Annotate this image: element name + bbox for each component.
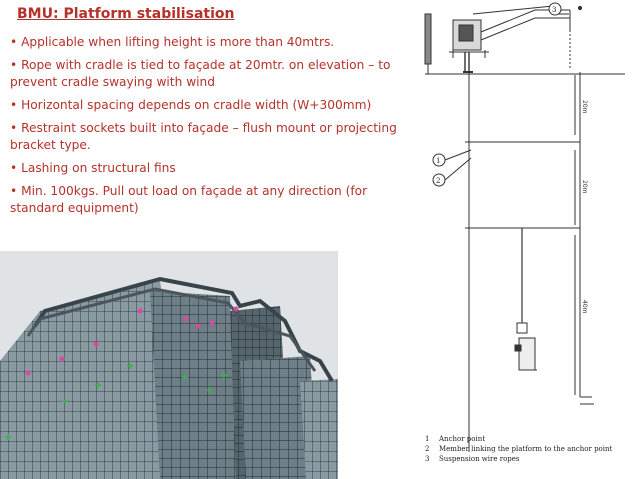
bullet-rope-tie: • Rope with cradle is tied to façade at 20mtr. on elevation – to prevent cradle swaying with wind [10, 58, 391, 89]
bullet-list [10, 34, 420, 223]
bullet-pull-out-load: • Min. 100kgs. Pull out load on façade at any direction (for standard equipment) [10, 184, 368, 215]
diagram-legend [425, 434, 612, 464]
bullet-lifting-height: • Applicable when lifting height is more than 40mtrs. [10, 35, 335, 49]
bullet-horizontal-spacing: • Horizontal spacing depends on cradle width (W+300mm) [10, 98, 372, 112]
legend-item: 1 Anchor point [425, 435, 486, 443]
slide-title: BMU: Platform stabilisation [17, 6, 235, 22]
callout-2: 2 [436, 177, 441, 185]
dimension-label-upper: 20m [581, 100, 588, 114]
building-facade-image [0, 251, 338, 479]
bmu-elevation-diagram [405, 0, 638, 479]
dimension-label-lower: 40m [581, 300, 588, 314]
dimension-label-middle: 20m [581, 180, 588, 194]
legend-item: 2 Member linking the platform to the anchor point [425, 445, 613, 453]
legend-item: 3 Suspension wire ropes [425, 455, 520, 463]
bullet-restraint-sockets: • Restraint sockets built into façade – flush mount or projecting bracket type. [10, 121, 397, 152]
callout-3: 3 [552, 6, 557, 14]
callout-1: 1 [436, 157, 441, 165]
bullet-lashing: • Lashing on structural fins [10, 161, 176, 175]
